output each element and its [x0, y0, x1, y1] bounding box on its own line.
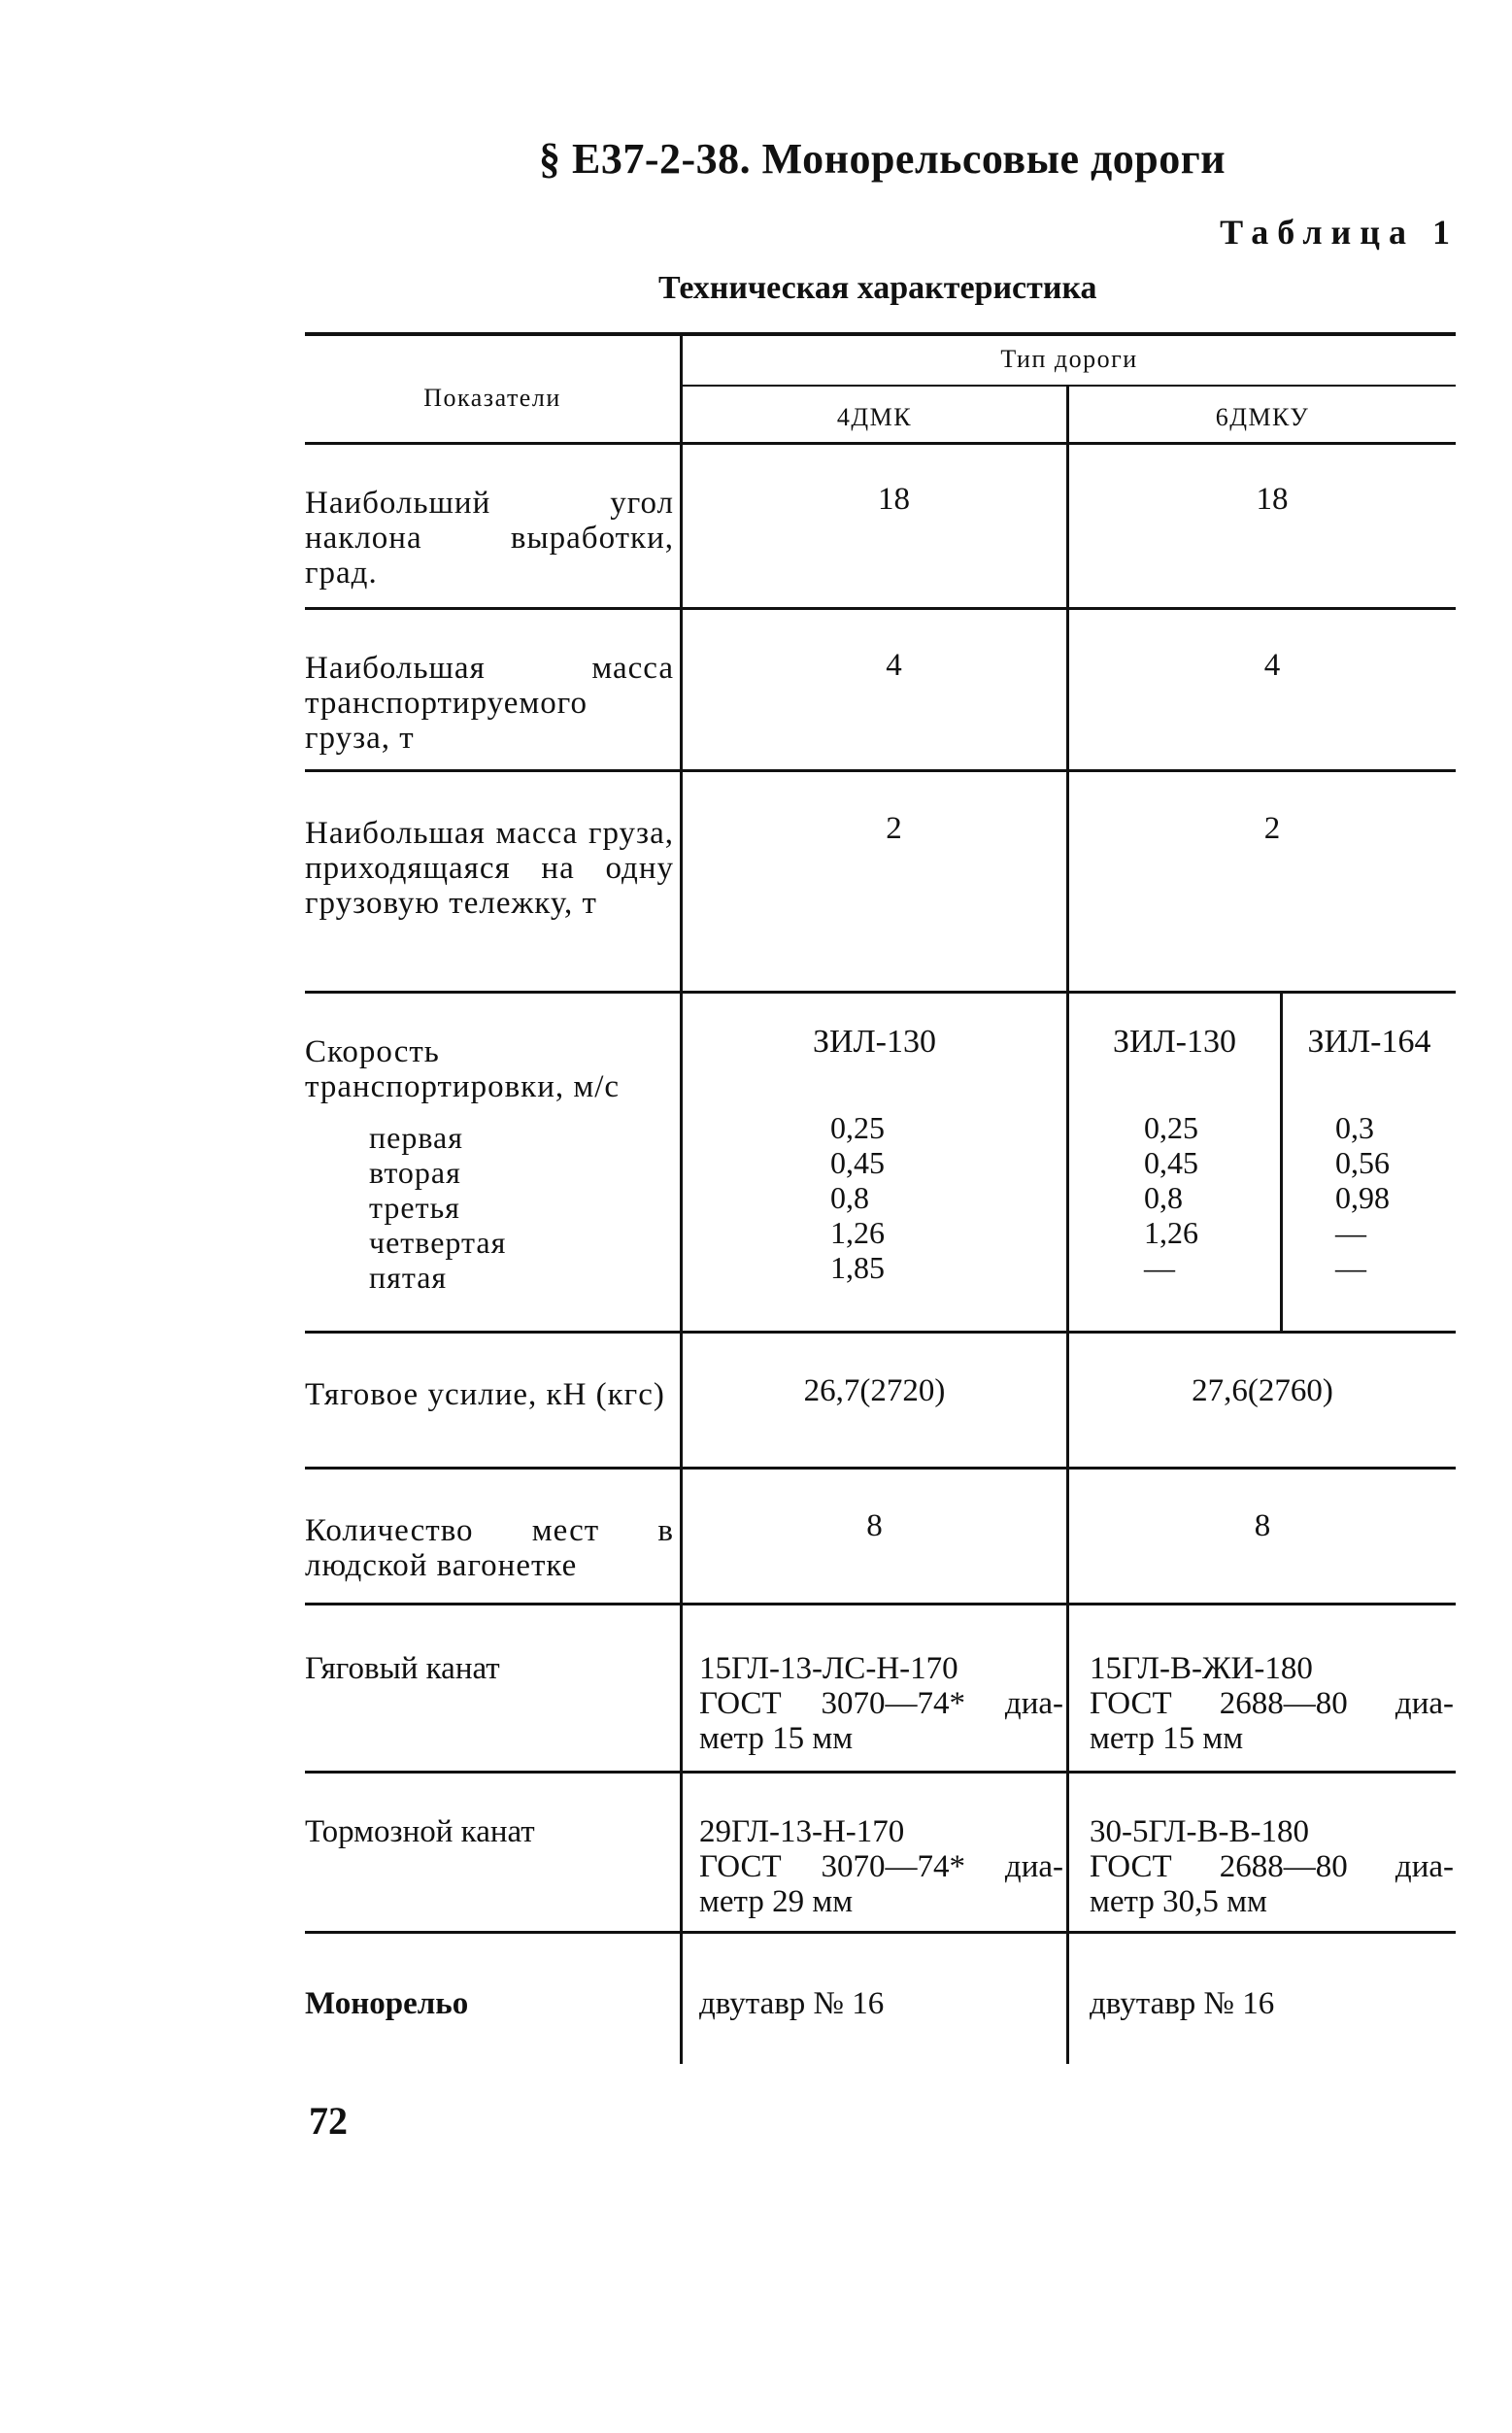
row-value-cargo-4dmk: 4 [886, 648, 902, 683]
row-value-brake-rope-4dmk [699, 1814, 1063, 1919]
speed-value: 0,45 [830, 1145, 885, 1180]
row-rule [305, 1603, 1456, 1605]
page-number: 72 [309, 2099, 348, 2143]
row-value-traction-6dmku: 27,6(2760) [1192, 1373, 1333, 1408]
row-value-angle-6dmku: 18 [1256, 482, 1289, 517]
col-divider-main [680, 335, 683, 2064]
rope-line: 15ГЛ-В-ЖИ-180 [1090, 1651, 1313, 1686]
row-label-traction: Тяговое усилие, кН (кгс) [305, 1377, 665, 1412]
table-label: Таблица 1 [1220, 213, 1459, 252]
speed-value: 1,26 [1144, 1215, 1198, 1250]
row-label-angle: Наибольший угол наклона выработки, град. [305, 486, 674, 591]
rope-line: ГОСТ 2688—80 диа- [1090, 1686, 1454, 1721]
gear-label: вторая [369, 1155, 461, 1190]
row-value-cargo-6dmku: 4 [1263, 648, 1281, 683]
speed-value: 0,3 [1335, 1110, 1374, 1145]
speed-value: 0,56 [1335, 1145, 1390, 1180]
row-label-monorail: Монорельо [305, 1986, 469, 2021]
rope-line: ГОСТ 2688—80 диа- [1090, 1849, 1454, 1884]
section-title: § Е37-2-38. Монорельсовые дороги [539, 135, 1226, 183]
speed-value: — [1335, 1250, 1366, 1285]
row-rule [305, 607, 1456, 610]
rope-line: метр 15 мм [699, 1721, 854, 1756]
speed-col2a-values [1144, 1110, 1198, 1285]
speed-value: — [1335, 1215, 1366, 1250]
row-value-pull-rope-4dmk [699, 1651, 1063, 1756]
speed-value: 0,98 [1335, 1180, 1390, 1215]
gear-label: первая [369, 1120, 463, 1155]
speed-col2a-head: ЗИЛ-130 [1113, 1024, 1236, 1060]
rope-line: 30-5ГЛ-В-В-180 [1090, 1814, 1309, 1849]
row-label-cargo-mass: Наибольшая масса транспортируемого груза, т [305, 651, 674, 756]
speed-col1-head: ЗИЛ-130 [813, 1024, 936, 1060]
rope-line: 29ГЛ-13-Н-170 [699, 1814, 905, 1849]
speed-value: 0,8 [1144, 1180, 1183, 1215]
gear-label: пятая [369, 1260, 448, 1295]
col-divider-values [1066, 445, 1069, 2064]
rope-line: метр 29 мм [699, 1884, 854, 1919]
row-value-brake-rope-6dmku [1090, 1814, 1454, 1919]
speed-value: 1,85 [830, 1250, 885, 1285]
speed-value: 0,45 [1144, 1145, 1198, 1180]
row-value-cart-4dmk: 2 [886, 811, 902, 846]
row-value-pull-rope-6dmku [1090, 1651, 1454, 1756]
speed-value: 0,8 [830, 1180, 869, 1215]
header-road-type: Тип дороги [1000, 345, 1138, 373]
speed-col1-values [830, 1110, 885, 1285]
row-value-cart-6dmku: 2 [1263, 811, 1281, 846]
row-rule [305, 991, 1456, 994]
header-bottom-rule [305, 442, 1456, 445]
speed-gears [369, 1120, 506, 1295]
header-col-6dmku: 6ДМКУ [1215, 403, 1310, 431]
gear-label: третья [369, 1190, 460, 1225]
speed-col2b-head: ЗИЛ-164 [1307, 1024, 1431, 1060]
row-label-cart-mass: Наибольшая масса груза, приходящаяся на одну грузовую тележку, т [305, 816, 674, 921]
rope-line: 15ГЛ-13-ЛС-Н-170 [699, 1651, 958, 1686]
header-col-4dmk: 4ДМК [836, 403, 913, 431]
rope-line: метр 30,5 мм [1090, 1884, 1267, 1919]
row-value-angle-4dmk: 18 [878, 482, 910, 517]
speed-value: 0,25 [830, 1110, 885, 1145]
row-label-speed: Скорость транспортировки, м/с [305, 1034, 621, 1104]
row-rule [305, 769, 1456, 772]
row-rule [305, 1467, 1456, 1470]
row-rule [305, 1331, 1456, 1334]
row-label-seats: Количество мест в людской вагонетке [305, 1513, 674, 1583]
speed-value: 0,25 [1144, 1110, 1198, 1145]
rope-line: ГОСТ 3070—74* диа- [699, 1686, 1063, 1721]
header-indicators: Показатели [423, 384, 561, 412]
row-rule [305, 1931, 1456, 1934]
row-value-traction-4dmk: 26,7(2720) [803, 1373, 946, 1408]
speed-value: 1,26 [830, 1215, 885, 1250]
row-value-seats-6dmku: 8 [1254, 1508, 1271, 1543]
row-value-monorail-4dmk: двутавр № 16 [699, 1986, 885, 2021]
row-label-pull-rope: Гяговый канат [305, 1651, 500, 1686]
row-label-brake-rope: Тормозной канат [305, 1814, 535, 1849]
gear-label: четвертая [369, 1225, 507, 1260]
table-top-rule [305, 332, 1456, 336]
speed-col2b-values [1335, 1110, 1390, 1285]
row-value-monorail-6dmku: двутавр № 16 [1090, 1986, 1275, 2021]
row-value-seats-4dmk: 8 [866, 1508, 883, 1543]
row-rule [305, 1771, 1456, 1774]
speed-value: — [1144, 1250, 1175, 1285]
rope-line: метр 15 мм [1090, 1721, 1244, 1756]
table-caption: Техническая характеристика [658, 270, 1097, 306]
rope-line: ГОСТ 3070—74* диа- [699, 1849, 1063, 1884]
